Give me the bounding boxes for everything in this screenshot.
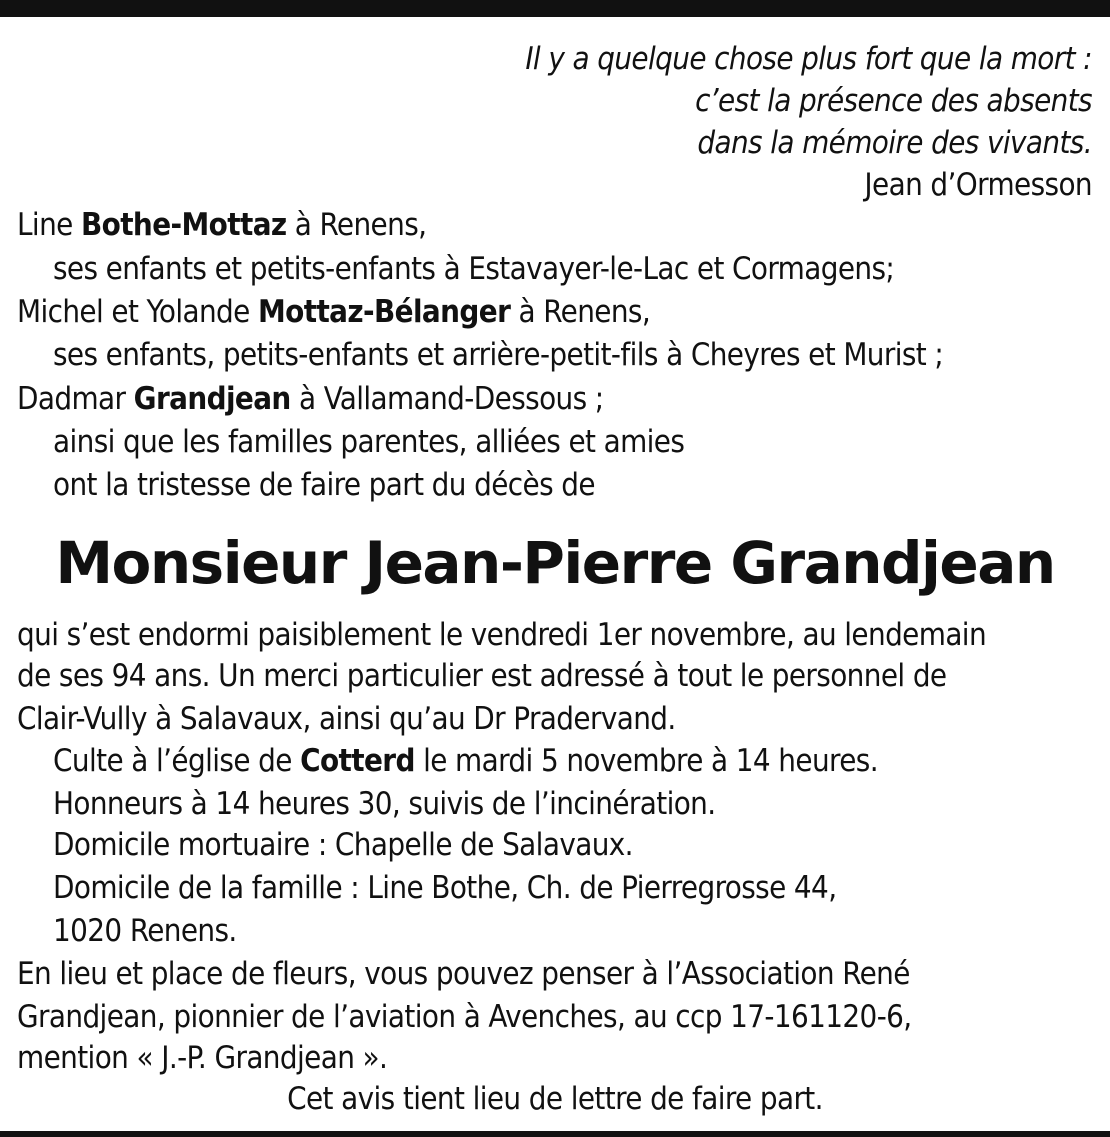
- family-line-1-pre: Line: [17, 207, 81, 243]
- donation-line-2: Grandjean, pionnier de l’aviation à Avenches, au ccp 17-161120-6,: [17, 999, 912, 1035]
- ceremony-pre: Culte à l’église de: [53, 743, 301, 779]
- family-name-bothe-mottaz: Bothe-Mottaz: [80, 207, 287, 243]
- body-paragraph-line-3: Clair-Vully à Salavaux, ainsi qu’au Dr Pradervand.: [17, 701, 676, 737]
- family-line-3: [17, 293, 650, 331]
- donation-line-3: mention « J.-P. Grandjean ».: [17, 1040, 388, 1076]
- family-line-4: ses enfants, petits-enfants et arrière-petit-fils à Cheyres et Murist ;: [53, 337, 944, 373]
- family-address-line-2: 1020 Renens.: [53, 913, 237, 949]
- donation-line-1: En lieu et place de fleurs, vous pouvez penser à l’Association René: [17, 956, 910, 992]
- family-address-line-1: Domicile de la famille : Line Bothe, Ch. de Pierregrosse 44,: [53, 870, 837, 906]
- body-paragraph-line-1: qui s’est endormi paisiblement le vendredi 1er novembre, au lendemain: [17, 617, 987, 653]
- epigraph-line-3: dans la mémoire des vivants.: [697, 125, 1092, 161]
- family-line-5: [17, 380, 604, 418]
- deceased-name-heading: Monsieur Jean-Pierre Grandjean: [55, 529, 1055, 597]
- bottom-border-rule: [0, 1131, 1110, 1137]
- ceremony-post: le mardi 5 novembre à 14 heures.: [414, 743, 878, 779]
- epigraph-line-2: c’est la présence des absents: [695, 83, 1092, 119]
- mortuary-line: Domicile mortuaire : Chapelle de Salavaux.: [53, 827, 633, 863]
- family-line-3-post: à Renens,: [510, 294, 651, 330]
- family-name-mottaz-belanger: Mottaz-Bélanger: [257, 294, 511, 330]
- top-border-rule: [0, 0, 1110, 17]
- honours-line: Honneurs à 14 heures 30, suivis de l’incinération.: [53, 786, 716, 822]
- family-line-1-post: à Renens,: [286, 207, 427, 243]
- ceremony-line: [53, 742, 878, 780]
- epigraph-author: Jean d’Ormesson: [864, 167, 1092, 203]
- family-line-6: ainsi que les familles parentes, alliées et amies: [53, 424, 685, 460]
- closing-note: Cet avis tient lieu de lettre de faire part.: [287, 1081, 823, 1117]
- family-line-5-pre: Dadmar: [17, 381, 134, 417]
- family-line-5-post: à Vallamand-Dessous ;: [290, 381, 604, 417]
- family-line-2: ses enfants et petits-enfants à Estavayer-le-Lac et Cormagens;: [53, 251, 895, 287]
- ceremony-place: Cotterd: [300, 743, 415, 779]
- body-paragraph-line-2: de ses 94 ans. Un merci particulier est adressé à tout le personnel de: [17, 658, 947, 694]
- epigraph-line-1: Il y a quelque chose plus fort que la mort :: [525, 41, 1092, 77]
- family-line-7: ont la tristesse de faire part du décès de: [53, 467, 595, 503]
- family-line-1: [17, 206, 426, 244]
- family-line-3-pre: Michel et Yolande: [17, 294, 258, 330]
- family-name-grandjean: Grandjean: [133, 381, 291, 417]
